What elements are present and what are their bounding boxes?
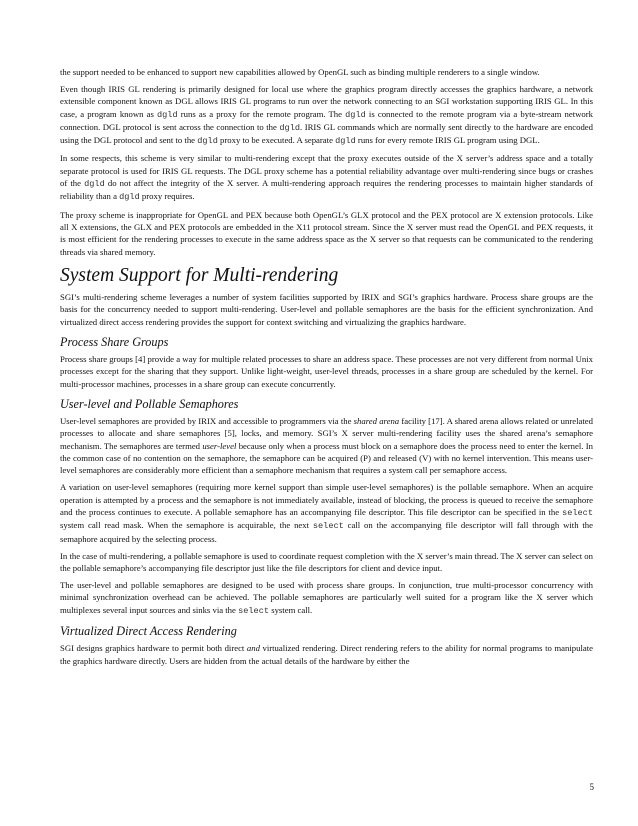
subsection-heading-direct-rendering: Virtualized Direct Access Rendering [60,624,237,639]
paragraph-6: Process share groups [4] provide a way for multiple related processes to share an address space. These processes are not very different from normal Unix processes except for the sharing that they support. Unlike light-weight, user-level threads, processes in a share group are scheduled by the kernel. For multi-processor machines, processes in a share group can execute concurrently. [60,353,593,389]
section-heading: System Support for Multi-rendering [60,264,339,286]
paragraph-3: In some respects, this scheme is very similar to multi-rendering except that the proxy executes outside of the X server’s address space and a totally separate protocol is used for IRIS GL requests. The DGL proxy scheme has a potential reliability advantage over multi-rendering since bugs or crashes of the dgld do not affect the integrity of the X server. A multi-rendering approach requires the rendering processes to maintain higher standards of reliability than a dgld proxy requires. [60,153,593,203]
paragraph-1: the support needed to be enhanced to support new capabilities allowed by OpenGL such as binding multiple renderers to a single window. [60,67,540,77]
paragraph-2: Even though IRIS GL rendering is primarily designed for local use where the graphics program directly accesses the graphics hardware, a network extensible component known as DGL allows IRIS GL programs to run over the network connecting to an SGI workstation supporting IRIS GL. In this case, a program known as dgld runs as a proxy for the remote program. The dgld is connected to the remote program via a byte-stream network connection. DGL protocol is sent across the connection to the dgld. IRIS GL commands which are normally sent directly to the hardware are encoded using the DGL protocol and sent to the dgld proxy to be executed. A separate dgld runs for every remote IRIS GL program using DGL. [60,84,593,147]
paragraph-4: The proxy scheme is inappropriate for OpenGL and PEX because both OpenGL’s GLX protocol and the PEX protocol are X extension protocols. Like all X extensions, the GLX and PEX protocols are embedded in the X11 protocol stream. Since the X server must read the OpenGL and PEX requests, it is most efficient for the rendering processes to execute in the same address space as the X server so that requests can be communicated to the rendering threads via shared memory. [60,209,593,257]
subsection-heading-semaphores: User-level and Pollable Semaphores [60,396,239,411]
paragraph-7: User-level semaphores are provided by IRIX and accessible to programmers via the shared arena facility [17]. A shared arena allows related or unrelated processes to allocate and share semaphores [5], locks, and memory. SGI’s X server multi-rendering facility uses the shared arena’s semaphore mechanism. The semaphores are termed user-level because only when a process must block on a semaphore does the process need to enter the kernel. In the common case of no contention on the semaphore, the semaphore can be acquired (P) and released (V) with no kernel intervention. This means user-level semaphores are considerably more efficient than a semaphore mechanism that requires a system call per semaphore access. [60,415,593,476]
page-body [60,66,593,672]
paragraph-10: The user-level and pollable semaphores are designed to be used with process share groups. In conjunction, true multi-processor concurrency with minimal synchronization overhead can be achieved. The pollable semaphores are particularly well suited for a program like the X server which multiplexes several input sources and sinks via the select system call. [60,580,593,616]
paragraph-11: SGI designs graphics hardware to permit both direct and virtualized rendering. Direct rendering refers to the ability for normal programs to manipulate the graphics hardware directly. Users are hidden from the actual details of the hardware by either the [60,643,593,666]
subsection-heading-process-share-groups: Process Share Groups [60,334,169,349]
page-number: 5 [589,782,594,792]
paragraph-8: A variation on user-level semaphores (requiring more kernel support than simple user-level semaphores) is the pollable semaphore. When an acquire operation is attempted by a process and the semaphore is not immediately available, instead of blocking, the process is queued to receive the semaphore and the process continues to execute. A pollable semaphore has an accompanying file descriptor. This file descriptor can be specified in the select system call read mask. When the semaphore is acquirable, the next select call on the accompanying file descriptor will fall through with the semaphore acquired by the selecting process. [60,482,593,544]
paragraph-5: SGI’s multi-rendering scheme leverages a number of system facilities supported by IRIX and SGI’s graphics hardware. Process share groups are the basis for the concurrency needed to support multi-rendering. User-level and pollable semaphores are the basis for the efficient synchronization. And virtualized direct access rendering provides the support for context switching and virtualizing the graphics hardware. [60,291,593,327]
paragraph-9: In the case of multi-rendering, a pollable semaphore is used to coordinate request completion with the X server’s main thread. The X server can select on the pollable semaphore’s accompanying file descriptor just like the file descriptors for client and device input. [60,550,593,574]
